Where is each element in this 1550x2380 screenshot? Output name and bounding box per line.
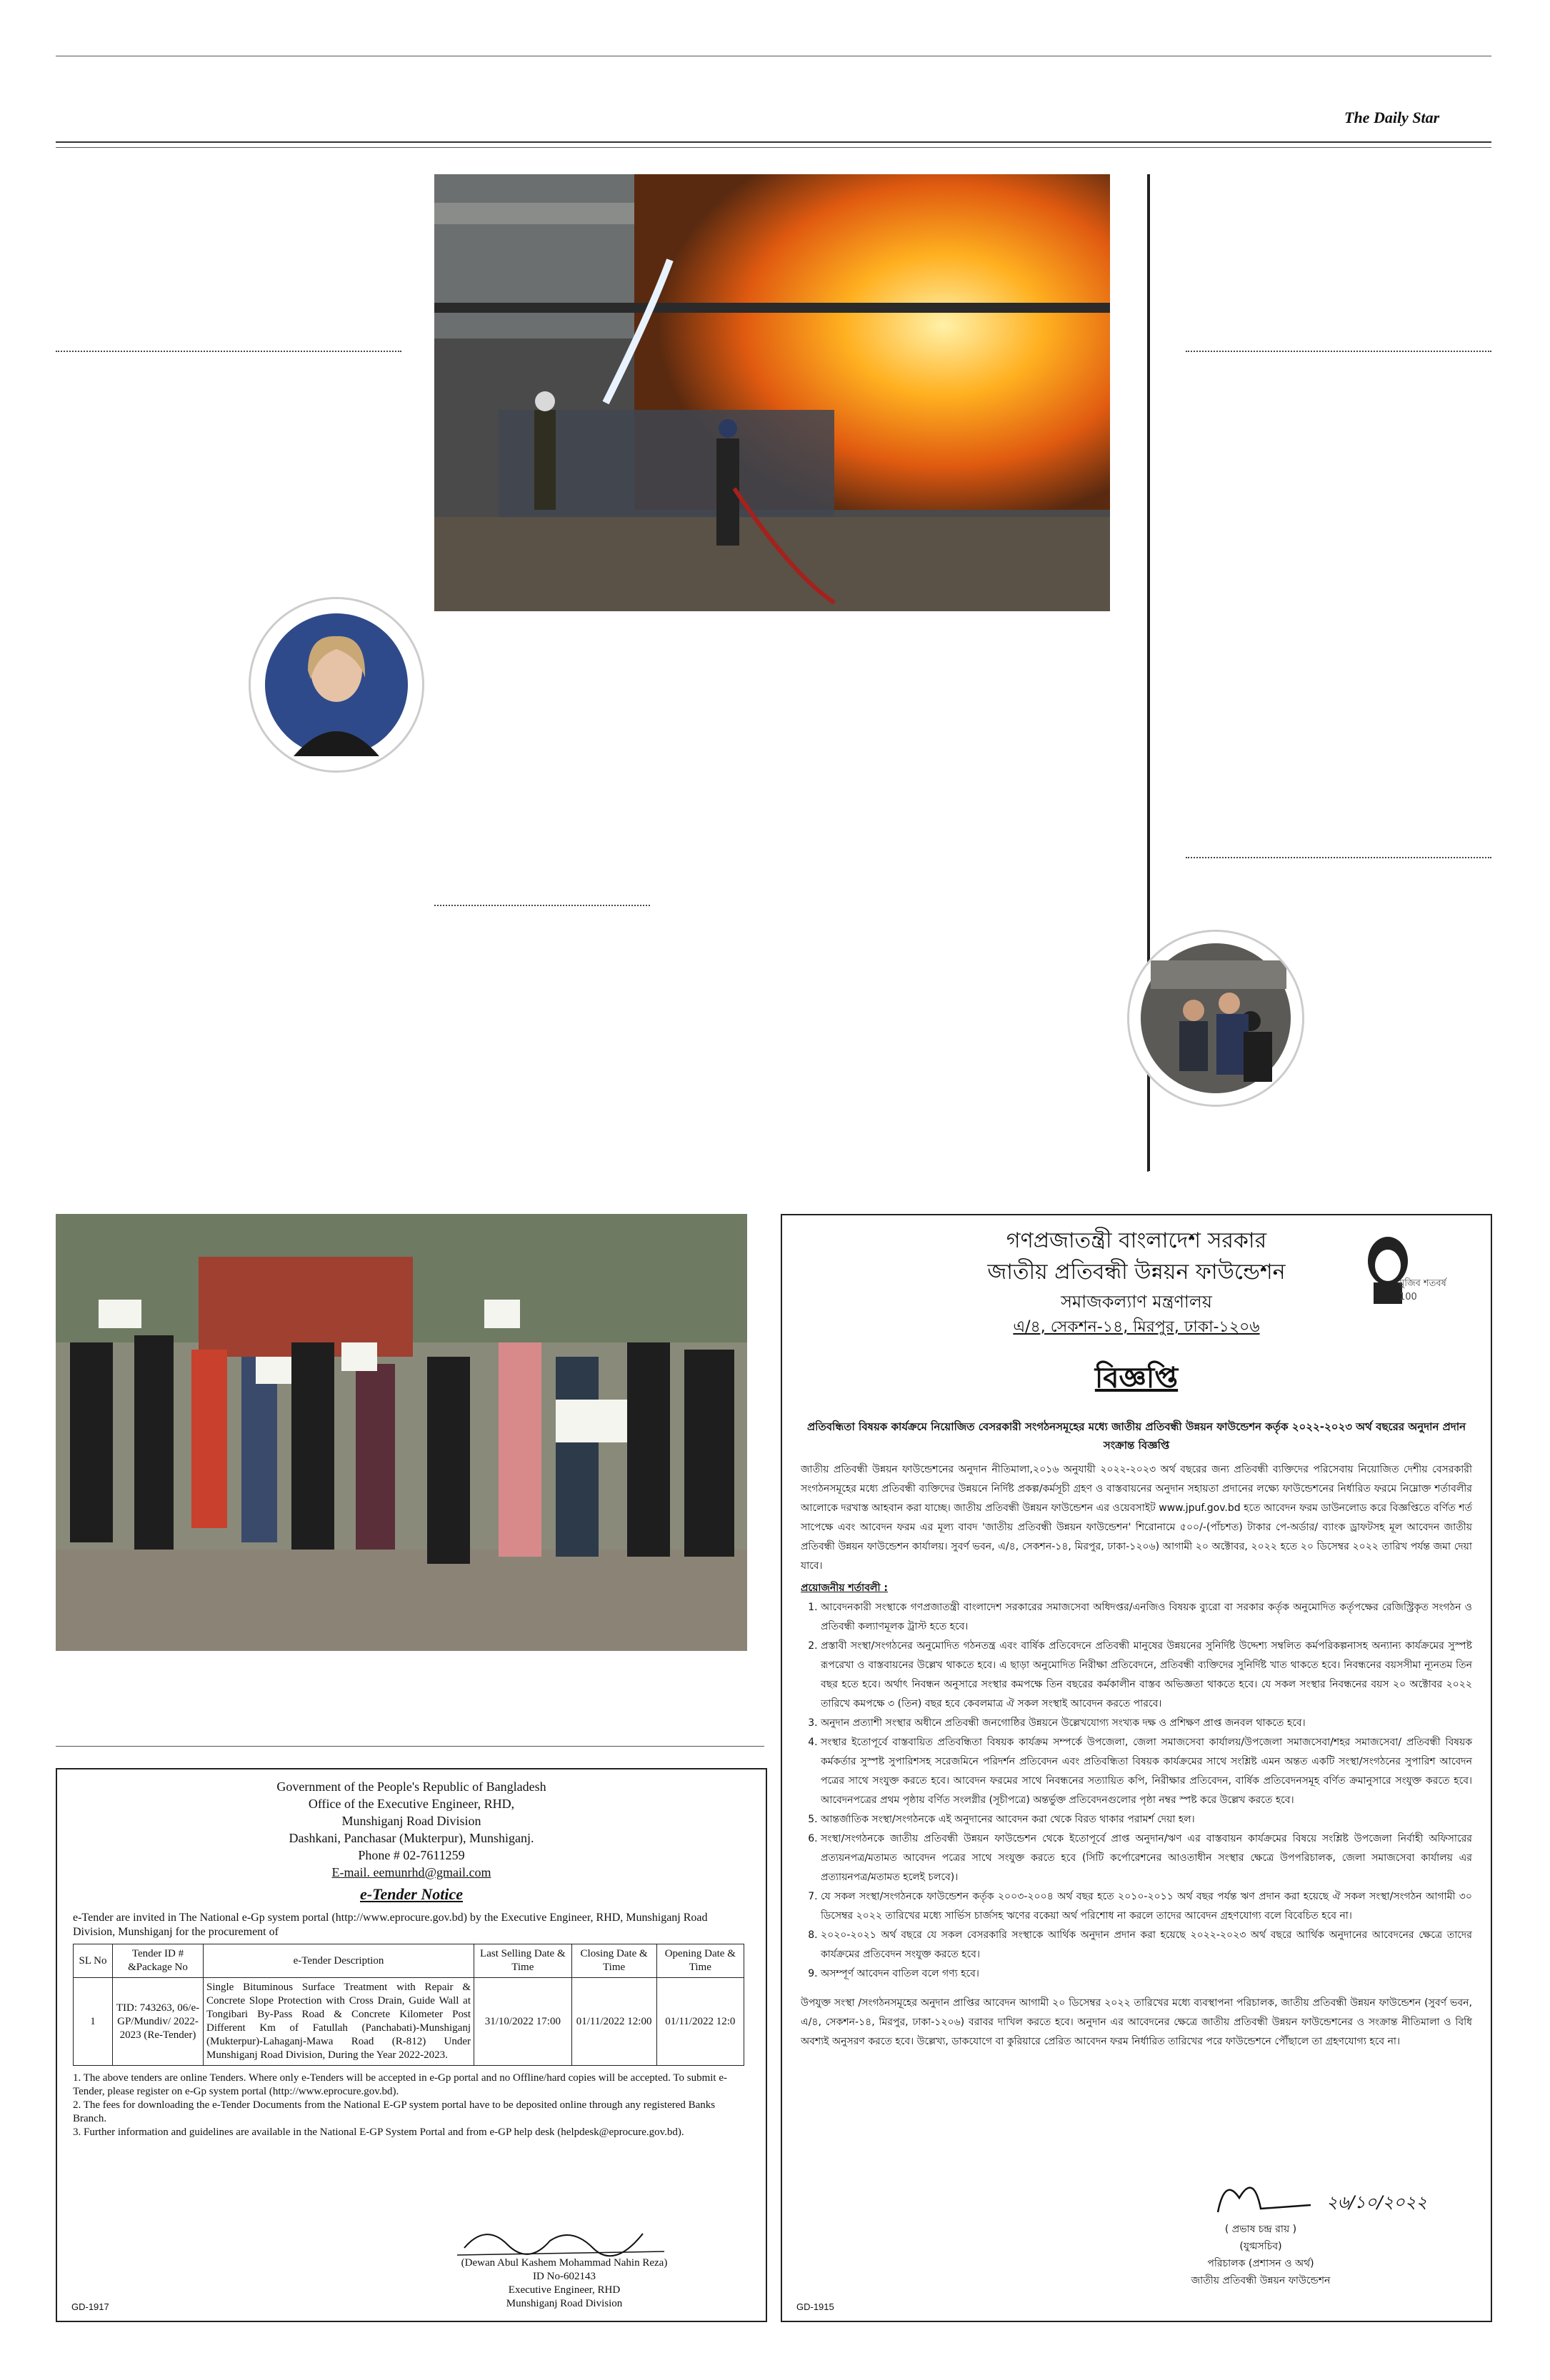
tender-header-line: Government of the People's Republic of Bangladesh xyxy=(276,1779,546,1794)
tender-signer xyxy=(400,2256,729,2311)
notice-signer xyxy=(1111,2221,1411,2289)
signer-line: (যুগ্মসচিব) xyxy=(1239,2241,1282,2252)
e-tender-notice xyxy=(56,1768,767,2322)
tender-title: e-Tender Notice xyxy=(360,1885,463,1903)
notice-gd-number: GD-1915 xyxy=(796,2301,834,2312)
protest-photo xyxy=(56,1214,747,1651)
signer-line: ID No-602143 xyxy=(533,2271,596,2282)
notice-subtitle: প্রতিবন্ধিতা বিষয়ক কার্যক্রমে নিয়োজিত বেসরকারী সংগঠনসমূহের মধ্যে জাতীয় প্রতিবন্ধী উন্নয়ন ফাউন্ডেশন কর্তৃক ২০২২-২০২৩ অর্থ বছরের অনুদান প্রদান সংক্রান্ত বিজ্ঞপ্তি xyxy=(806,1420,1466,1452)
condition-item: 1. আবেদনকারী সংস্থাকে গণপ্রজাতন্ত্রী বাংলাদেশ সরকারের সমাজসেবা অধিদপ্তর/এনজিও বিষয়ক ব্যুরো বা সরকার কর্তৃক অনুমোদিত কর্তৃপক্ষের রেজিস্ট্রিকৃত সংগঠন ও প্রতিবন্ধী কল্যাণমূলক ট্রাস্ট হতে হবে। xyxy=(821,1598,1472,1637)
tender-header-line: Phone # 02-7611259 xyxy=(358,1848,465,1862)
right-column-rule-1 xyxy=(1186,351,1491,352)
mujib-logo-text: মুজিব শতবর্ষ 100 xyxy=(1399,1278,1446,1302)
masthead-logo: The Daily Star xyxy=(1344,109,1440,126)
section-rule-bottom xyxy=(56,1746,764,1747)
column-header: e-Tender Description xyxy=(204,1944,474,1978)
column-header: Opening Date & Time xyxy=(656,1944,744,1978)
notice-paragraph-2: উপযুক্ত সংস্থা /সংগঠনসমূহের অনুদান প্রাপ্তির আবেদন আগামী ২০ ডিসেম্বর ২০২২ তারিখের মধ্যে ব্যবস্থাপনা পরিচালক, জাতীয় প্রতিবন্ধী উন্নয়ন ফাউন্ডেশন (সুবর্ণ ভবন, এ/৪, সেকশন-১৪, মিরপুর, ঢাকা-১২০৬) বরাবর দাখিল করতে হবে। অনুদান এর আবেদনের ক্ষেত্রে জাতীয় প্রতিবন্ধী উন্নয়ন ফাউন্ডেশনের ও সংক্রান্ত নীতিমালা ও বিধি অবশ্যই অনুসরণ করতে হবে। উল্লেখ্য, ডাকযোগে বা কুরিয়ারে প্রেরিত আবেদন ফরম নির্ধারিত তারিখের পরে ফাউন্ডেশনে পৌঁছালে তা গ্রহণযোগ্য হবে না। xyxy=(801,1997,1472,2047)
condition-item: 6. সংস্থা/সংগঠনকে জাতীয় প্রতিবন্ধী উন্নয়ন ফাউন্ডেশন থেকে ইতোপূর্বে প্রাপ্ত অনুদান/ঋণ এর বাস্তবায়ন কার্যক্রমের বিষয়ে সংশ্লিষ্ট উপজেলা নির্বাহী অফিসারের প্রত্যয়নপত্র/মতামত আবেদন পত্রের সাথে সংযুক্ত করতে হবে (সিটি কর্পোরেশনের আওতাধীন সংস্থার ক্ষেত্রে উপপরিচালক, জেলা সমাজসেবা কার্যালয় এর প্রত্যায়নপত্র/মতামত হলেই চলবে)। xyxy=(821,1829,1472,1887)
tender-note: 1. The above tenders are online Tenders. Where only e-Tenders will be accepted in e-Gp portal and no Offline/hard copies will be accepted. To submit e-Tender, please register on e-Gp system portal (http://www.eprocure.gov.bd). xyxy=(73,2072,727,2097)
arrest-photo xyxy=(1127,930,1304,1107)
grant-notice xyxy=(781,1214,1492,2322)
condition-item: 7. যে সকল সংস্থা/সংগঠনকে ফাউন্ডেশন কর্তৃক ২০০৩-২০০৪ অর্থ বছর হতে ২০১০-২০১১ অর্থ বছর পর্যন্ত ঋণ প্রদান করা হয়েছে ঐ সকল সংস্থা/সংগঠন আগামী ৩০ ডিসেম্বর ২০২২ তারিখের মধ্যে সার্ভিস চার্জসহ ঋণের বকেয়া অর্থ পরিশোধ না করলে তাদের আবেদন গ্রহণযোগ্য বলে বিবেচিত হবে না। xyxy=(821,1887,1472,1926)
masthead-rule-1 xyxy=(56,141,1491,143)
signer-line: (Dewan Abul Kashem Mohammad Nahin Reza) xyxy=(461,2257,668,2269)
column-header: SL No xyxy=(74,1944,113,1978)
notice-paragraph-1: জাতীয় প্রতিবন্ধী উন্নয়ন ফাউন্ডেশনের অনুদান নীতিমালা,২০১৬ অনুযায়ী ২০২২-২০২৩ অর্থ বছরের জন্য প্রতিবন্ধী ব্যক্তিদের পরিসেবায় নিয়োজিত দেশীয় বেসরকারী সংগঠনসমূহের মধ্যে প্রতিবন্ধী ব্যক্তিদের উন্নয়নে নির্দিষ্ট প্রকল্প/কর্মসূচী গ্রহণ ও বাস্তবায়নের অনুদান সহায়তা প্রদানের লক্ষ্যে ফাউন্ডেশনের নির্ধারিত ফরমে নিম্নোক্ত শর্তাবলীর আলোকে দরখাস্ত আহবান করা যাচ্ছে। জাতীয় প্রতিবন্ধী উন্নয়ন ফাউন্ডেশন এর ওয়েবসাইট www.jpuf.gov.bd হতে আবেদন ফরম ডাউনলোড করে বিজ্ঞপ্তিতে বর্ণিত শর্ত সাপেক্ষে এবং আবেদন ফরম এর মূল্য বাবদ 'জাতীয় প্রতিবন্ধী উন্নয়ন ফাউন্ডেশন' শিরোনামে ৫০০/-(পাঁচশত) টাকার পে-অর্ডার/ ব্যাংক ড্রাফটসহ মূল আবেদন জাতীয় প্রতিবন্ধী উন্নয়ন ফাউন্ডেশন কার্যালয়। সুবর্ণ ভবন, এ/৪, সেকশন-১৪, মিরপুর, ঢাকা-১২০৬) আগামী ২০ অক্টোবর, ২০২২ হতে ২০ ডিসেম্বর ২০২২ তারিখ পর্যন্ত জমা দেয়া যাবে। xyxy=(801,1464,1472,1572)
left-column-rule xyxy=(56,351,401,352)
tender-table xyxy=(73,1944,744,2066)
conditions-list xyxy=(801,1598,1472,1984)
tender-intro: e-Tender are invited in The National e-Gp system portal (http://www.eprocure.gov.bd) by the Executive Engineer, RHD, Munshiganj Road Division, Munshiganj for the procurement of xyxy=(73,1912,708,1938)
tender-note: 2. The fees for downloading the e-Tender Documents from the National E-GP system portal have to be deposited online through any registered Banks Branch. xyxy=(73,2099,716,2124)
table-header-row xyxy=(74,1944,744,1978)
tender-header-line: Office of the Executive Engineer, RHD, xyxy=(308,1797,515,1811)
signer-line: Executive Engineer, RHD xyxy=(508,2284,621,2296)
notice-header-line: জাতীয় প্রতিবন্ধী উন্নয়ন ফাউন্ডেশন xyxy=(987,1260,1286,1285)
portrait-photo xyxy=(249,597,424,773)
notice-signature xyxy=(1204,2169,1318,2219)
condition-item: 9. অসম্পূর্ণ আবেদন বাতিল বলে গণ্য হবে। xyxy=(821,1964,1472,1984)
notice-header-line: গণপ্রজাতন্ত্রী বাংলাদেশ সরকার xyxy=(1006,1228,1267,1253)
tender-header-line: Munshiganj Road Division xyxy=(341,1814,481,1828)
center-column-rule xyxy=(434,905,650,906)
masthead-rule-2 xyxy=(56,147,1491,148)
mujib-logo xyxy=(1352,1232,1459,1311)
tender-notes xyxy=(73,2072,750,2139)
cell-closing: 01/11/2022 12:00 xyxy=(571,1978,656,2066)
cell-tender-id: TID: 743263, 06/e-GP/Mundiv/ 2022-2023 (Re-Tender) xyxy=(113,1978,204,2066)
cell-opening: 01/11/2022 12:0 xyxy=(656,1978,744,2066)
signer-line: জাতীয় প্রতিবন্ধী উন্নয়ন ফাউন্ডেশন xyxy=(1191,2275,1331,2286)
cell-sl: 1 xyxy=(74,1978,113,2066)
signer-line: ( প্রভাষ চন্দ্র রায় ) xyxy=(1224,2224,1297,2235)
column-header: Last Selling Date & Time xyxy=(474,1944,572,1978)
right-column-rule-2 xyxy=(1186,857,1491,858)
condition-item: 2. প্রস্তাবী সংস্থা/সংগঠনের অনুমোদিত গঠনতন্ত্র এবং বার্ষিক প্রতিবেদনে প্রতিবন্ধী মানুষের উন্নয়নের সুনির্দিষ্ট উদ্দেশ্য সম্বলিত কর্মপরিকল্পনাসহ অন্যান্য কার্যক্রমের সুস্পষ্ট রূপরেখা ও বাস্তবায়নের উল্লেখ থাকতে হবে। এ ছাড়া অনুমোদিত নিরীক্ষা প্রতিবেদনে, প্রতিবন্ধী ব্যক্তিদের সুনির্দিষ্ট খাত থাকতে হবে। নিবন্ধনের বয়সসীমা ন্যূনতম তিন বছর হতে হবে। অর্থাৎ নিবন্ধন অনুসারে সংস্থার কমপক্ষে তিন বছরের কর্মকালীন বাস্তব অভিজ্ঞতা থাকতে হবে। যে সকল সংস্থার নিবন্ধনের বয়স ২০ অক্টোবর ২০২২ তারিখে কমপক্ষে ৩ (তিন) বছর হবে কেবলমাত্র ঐ সকল সংস্থাই আবেদন করতে পারবে। xyxy=(821,1637,1472,1714)
tender-note: 3. Further information and guidelines are available in the National E-GP System Portal and from e-GP help desk (helpdesk@eprocure.gov.bd). xyxy=(73,2127,684,2138)
signature-date: ২৬/১০/২০২২ xyxy=(1326,2192,1427,2212)
column-header: Tender ID # &Package No xyxy=(113,1944,204,1978)
signer-line: পরিচালক (প্রশাসন ও অর্থ) xyxy=(1207,2258,1314,2269)
tender-header-line: Dashkani, Panchasar (Mukterpur), Munshiganj. xyxy=(289,1831,534,1845)
condition-item: 8. ২০২০-২০২১ অর্থ বছরে যে সকল বেসরকারি সংস্থাকে আর্থিক অনুদান প্রদান করা হয়েছে ২০২২-২০২৩ অর্থ বছরে আর্থিক অনুদানের আবেদনের ক্ষেত্রে তাদের কার্যক্রমের প্রতিবেদন সংযুক্ত করতে হবে। xyxy=(821,1926,1472,1964)
notice-header-line: সমাজকল্যাণ মন্ত্রণালয় xyxy=(1061,1292,1212,1312)
notice-title: বিজ্ঞপ্তি xyxy=(1094,1362,1179,1395)
signer-line: Munshiganj Road Division xyxy=(506,2298,623,2309)
condition-item: 4. সংস্থার ইতোপূর্বে বাস্তবায়িত প্রতিবন্ধিতা বিষয়ক কার্যক্রম সম্পর্কে উপজেলা, জেলা সমাজসেবা কার্যালয়/উপজেলা সমাজসেবা/শহর সমাজসেবা/ প্রতিবন্ধী বিষয়ক কর্মকর্তার সুস্পষ্ট সুপারিশসহ সরেজমিনে পরিদর্শন প্রতিবেদন এবং প্রতিবন্ধিতা বিষয়ক কার্যক্রমের সাথে সংশ্লিষ্ট এমন অন্তত একটি সংস্থা/সংগঠনের সুপারিশ আবেদন পত্রের সাথে সংযুক্ত করতে হবে। আবেদন ফরমের সাথে নিবন্ধনের সত্যায়িত কপি, নিরীক্ষার প্রতিবেদন, বার্ষিক প্রতিবেদনসমূহ বর্ণিত ক্রমানুসারে সংযুক্ত করতে হবে। আবেদনপত্রের প্রথম পৃষ্ঠায় বর্ণিত সংলগ্নীর (সূচীপত্রে) অন্তর্ভুক্ত প্রতিবেদনগুলোর পৃষ্ঠা নম্বর স্পষ্ট করে উল্লেখ করতে হবে। xyxy=(821,1733,1472,1810)
tender-email[interactable]: E-mail. eemunrhd@gmail.com xyxy=(331,1865,491,1879)
condition-item: 5. আন্তর্জাতিক সংস্থা/সংগঠনকে এই অনুদানের আবেদন করা থেকে বিরত থাকার পরামর্শ দেয়া হল। xyxy=(821,1810,1472,1829)
column-header: Closing Date & Time xyxy=(571,1944,656,1978)
conditions-label: প্রয়োজনীয় শর্তাবলী : xyxy=(801,1582,888,1594)
cell-description: Single Bituminous Surface Treatment with Repair & Concrete Slope Protection with Cross Drain, Guide Wall at Tongibari By-Pass Road & Concrete Kilometer Post Different Km of Fatullah (Panchabati)-Munshiganj (Mukterpur)-Lahaganj-Mawa Road (R-812) Under Munshiganj Road Division, During the Year 2022-2023. xyxy=(204,1978,474,2066)
tender-header xyxy=(57,1778,766,1881)
fire-photo xyxy=(434,174,1110,611)
table-row xyxy=(74,1978,744,2066)
condition-item: 3. অনুদান প্রত্যাশী সংস্থার অধীনে প্রতিবন্ধী জনগোষ্ঠির উন্নয়নে উল্লেখযোগ্য সংখ্যক দক্ষ ও প্রশিক্ষণ প্রাপ্ত জনবল থাকতে হবে। xyxy=(821,1714,1472,1733)
section-rule xyxy=(1147,1171,1149,1172)
tender-gd-number: GD-1917 xyxy=(71,2301,109,2312)
cell-last-selling: 31/10/2022 17:00 xyxy=(474,1978,572,2066)
tender-signature xyxy=(457,2219,671,2262)
notice-header-line: এ/৪, সেকশন-১৪, মিরপুর, ঢাকা-১২০৬ xyxy=(1013,1318,1260,1336)
